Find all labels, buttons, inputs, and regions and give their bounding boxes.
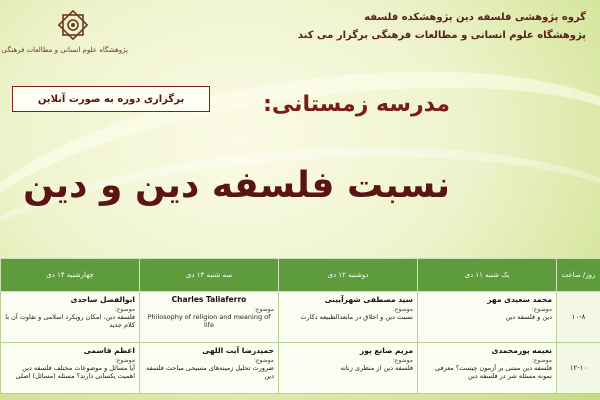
session-cell xyxy=(279,343,418,394)
speaker-name: محمد سعیدی مهر xyxy=(487,295,552,304)
speaker-name: حمیدرضا آیت اللهی xyxy=(202,346,274,355)
speaker-name: نعیمه پورمحمدی xyxy=(491,346,552,355)
session-cell xyxy=(140,292,279,343)
session-cell xyxy=(140,343,279,394)
topic-label: موضوع: xyxy=(253,357,274,364)
session-cell xyxy=(1,343,140,394)
topic-label: موضوع: xyxy=(531,306,552,313)
schedule-table xyxy=(0,258,600,394)
session-cell xyxy=(418,292,557,343)
session-topic: ضرورت تحلیل زمینه‌های مسیحی مباحث فلسفه دین xyxy=(146,364,274,381)
session-cell xyxy=(418,343,557,394)
online-course-badge: برگزاری دوره به صورت آنلاین xyxy=(12,86,210,112)
institute-emblem-icon xyxy=(51,6,95,44)
session-topic: فلسفه دین مبتنی بر آزمون چیست؟ معرفی نمونه مسئله شر در فلسفه دین xyxy=(435,364,552,381)
session-topic: Philosophy of religion and meaning of life xyxy=(147,313,271,330)
topic-label: موضوع: xyxy=(114,357,135,364)
speaker-name: ابوالفضل ساجدی xyxy=(70,295,135,304)
session-cell xyxy=(1,292,140,343)
time-slot: ۱۲-۱۰ xyxy=(557,343,600,394)
topic-label: موضوع: xyxy=(114,306,135,313)
session-cell xyxy=(279,292,418,343)
topic-label: موضوع: xyxy=(531,357,552,364)
table-row xyxy=(1,343,600,394)
time-slot: ۱۰-۸ xyxy=(557,292,600,343)
speaker-name: اعظم قاسمی xyxy=(83,346,135,355)
event-title: نسبت فلسفه دین و دین xyxy=(23,165,450,206)
header-day: چهارشنبه ۱۴ دی xyxy=(1,259,140,292)
header-day: سه شنبه ۱۳ دی xyxy=(140,259,279,292)
session-topic: فلسفه دین، امکان رویکرد اسلامی و تفاوت آن با کلام جدید xyxy=(5,313,135,330)
topic-label: موضوع: xyxy=(253,306,274,313)
organizer-line-2: پژوهشگاه علوم انسانی و مطالعات فرهنگی برگزار می کند xyxy=(297,30,586,41)
logo-caption: پژوهشگاه علوم انسانی و مطالعات فرهنگی xyxy=(1,46,128,54)
header-day: دوشنبه ۱۲ دی xyxy=(279,259,418,292)
session-topic: نسبت دین و اخلاق در مابعدالطبیعه دکارت xyxy=(300,313,413,321)
session-topic: آیا مسائل و موضوعات مختلف فلسفه دین اهمیت یکسانی دارند؟ مسئله (مسائل) اصلی xyxy=(15,364,135,381)
institute-logo xyxy=(1,6,128,54)
speaker-name: Charles Taliaferro xyxy=(171,295,247,304)
topic-label: موضوع: xyxy=(392,357,413,364)
session-topic: دین و فلسفه دین xyxy=(505,313,552,321)
header-day: یک شنبه ۱۱ دی xyxy=(418,259,557,292)
speaker-name: سید مصطفی شهرآیینی xyxy=(324,295,413,304)
speaker-name: مریم صانع پور xyxy=(359,346,413,355)
header-time: روز/ ساعت xyxy=(557,259,600,292)
session-topic: فلسفه دین از منظری زنانه xyxy=(340,364,413,372)
table-row xyxy=(1,292,600,343)
schedule-header-row xyxy=(1,259,600,292)
event-subtitle: مدرسه زمستانی: xyxy=(263,92,450,117)
organizer-line-1: گروه پژوهشی فلسفه دین پژوهشکده فلسفه xyxy=(364,12,586,23)
topic-label: موضوع: xyxy=(392,306,413,313)
